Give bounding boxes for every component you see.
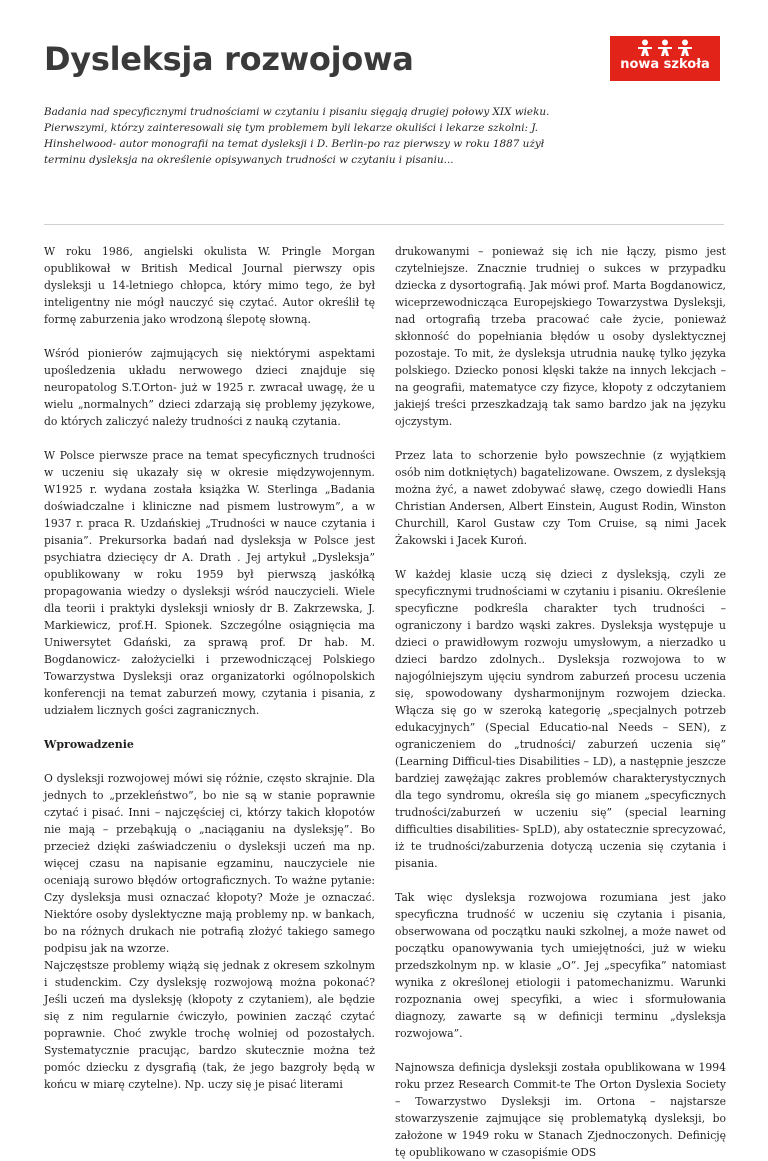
paragraph: Najczęstsze problemy wiążą się jednak z okresem szkolnym i studenckim. Czy dysleksję rozwojową można pokonać? Jeśli uczeń ma dysleksję (kłopoty z czytaniem), ale będzie się z nim regularnie ćwiczyło, powinien zacząć czytać poprawnie. Choć zwykle trochę wolniej od pozostałych. Systematycznie pracując, bardzo skutecznie można też pomóc dziecku z dysgrafią (tak, że jego bazgroły będą w końcu w miarę czytelne). Np. uczy się je pisać literami (44, 959, 375, 1091)
nowa-szkola-logo (610, 36, 720, 81)
page-title: Dysleksja rozwojowa (44, 40, 414, 78)
paragraph: W roku 1986, angielski okulista W. Pringle Morgan opublikował w British Medical Journal pierwszy opis dysleksji u 14-letniego chłopca, który mimo tego, że był inteligentny nie mógł nauczyć się czytać. Autor określił tę formę zaburzenia jako wrodzoną ślepotę słowną. (44, 245, 375, 326)
children-figures-icon (610, 39, 720, 57)
section-heading: Wprowadzenie (44, 738, 134, 751)
paragraph: W każdej klasie uczą się dzieci z dysleksją, czyli ze specyficznymi trudnościami w czytaniu i pisaniu. Określenie specyficzne podkreśla charakter tych trudności – ograniczony i bardzo wąski zakres. Dysleksja występuje u dzieci o prawidłowym rozwoju umysłowym, a nierzadko u dzieci bardzo zdolnych.. Dysleksja rozwojowa to w najogólniejszym ujęciu syndrom zaburzeń procesu uczenia się, spowodowany dysharmonijnym rozwojem dziecka. Włącza się go w szeroką kategorię „specjalnych potrzeb edukacyjnych” (Special Educatio-nal Needs – SEN), z ograniczeniem do „trudności/ zaburzeń uczenia się” (Learning Difficul-ties Disabilities – LD), a następnie jeszcze bardziej zawężając zakres problemów charakterystycznych dla tego syndromu, określa się go mianem „specyficznych trudności/zaburzeń w uczeniu się” (special learning difficulties disabilities- SpLD), aby ostatecznie sprecyzować, iż te trudności/zaburzenia dotyczą uczenia się czytania i pisania. (395, 568, 726, 870)
intro-paragraph: Badania nad specyficznymi trudnościami w czytaniu i pisaniu sięgają drugiej połowy XIX wieku. Pierwszymi, którzy zainteresowali się tym problemem byli lekarze okuliści i lekarze szkolni: J. Hinshelwood- autor monografii na temat dysleksji i D. Berlin-po raz pierwszy w roku 1887 użył terminu dysleksja na określenie opisywanych trudności w czytaniu i pisaniu... (44, 106, 550, 166)
logo-text: nowa szkoła (620, 57, 710, 72)
paragraph: Przez lata to schorzenie było powszechnie (z wyjątkiem osób nim dotkniętych) bagatelizowane. Owszem, z dysleksją można żyć, a nawet zdobywać sławę, czego dowiedli Hans Christian Andersen, Albert Einstein, August Rodin, Winston Churchill, Karol Gustaw czy Tom Cruise, są nimi Jacek Żakowski i Jacek Kuroń. (395, 449, 726, 547)
right-column (395, 243, 726, 1161)
paragraph: Tak więc dysleksja rozwojowa rozumiana jest jako specyficzna trudność w uczeniu się czytania i pisania, obserwowana od początku nauki szkolnej, a może nawet od początku opanowywania tych umiejętności, już w wieku przedszkolnym np. w klasie „O”. Jej „specyfika” natomiast wynika z określonej etiologii i patomechanizmu. Warunki rozpoznania owej specyfiki, a wiec i sformułowania diagnozy, zawarte są w definicji terminu „dysleksja rozwojowa”. (395, 891, 726, 1040)
section-divider (44, 224, 724, 225)
paragraph: Wśród pionierów zajmujących się niektórymi aspektami upośledzenia układu nerwowego dzieci znajduje się neuropatolog S.T.Orton- już w 1925 r. zwracał uwagę, że u wielu „normalnych” dzieci zdarzają się problemy językowe, do których zaliczyć należy trudności z nauką czytania. (44, 347, 375, 428)
paragraph: drukowanymi – ponieważ się ich nie łączy, pismo jest czytelniejsze. Znacznie trudniej o sukces w przypadku dziecka z dysortografią. Jak mówi prof. Marta Bogdanowicz, wiceprzewodnicząca Europejskiego Towarzystwa Dysleksji, nad ortografią trzeba pracować całe życie, ponieważ skłonność do popełniania błędów u osoby dyslektycznej pozostaje. To mit, że dysleksja utrudnia naukę tylko języka polskiego. Dziecko ponosi klęski także na innych lekcjach – na geografii, matematyce czy fizyce, kłopoty z odczytaniem jakiejś treści przeszkadzają tak samo bardzo jak na języku ojczystym. (395, 245, 726, 428)
paragraph: O dysleksji rozwojowej mówi się różnie, często skrajnie. Dla jednych to „przekleństwo”, bo nie są w stanie poprawnie czytać i pisać. Inni – najczęściej ci, którzy takich kłopotów nie mają – przebąkują o „naciąganiu na dysleksję”. Bo przecież dzięki zaświadczeniu o dysleksji uczeń ma np. więcej czasu na napisanie egzaminu, nauczyciele nie oceniają surowo błędów ortograficznych. To ważne pytanie: Czy dysleksja musi oznaczać kłopoty? Może je oznaczać. Niektóre osoby dyslektyczne mają problemy np. w bankach, bo na różnych drukach nie potrafią złożyć takiego samego podpisu jak na wzorze. (44, 772, 375, 955)
paragraph: Najnowsza definicja dysleksji została opublikowana w 1994 roku przez Research Commit-te The Orton Dyslexia Society – Towarzystwo Dysleksji im. Ortona – najstarsze stowarzyszenie zajmujące się problematyką dysleksji, bo założone w 1949 roku w Stanach Zjednoczonych. Definicję tę opublikowano w czasopiśmie ODS (395, 1061, 726, 1159)
paragraph: W Polsce pierwsze prace na temat specyficznych trudności w uczeniu się ukazały się w okresie międzywojennym. W1925 r. wydana została książka W. Sterlinga „Badania doświadczalne i kliniczne nad pismem lustrowym”, a w 1937 r. praca R. Uzdańskiej „Trudności w nauce czytania i pisania”. Prekursorka badań nad dysleksja w Polsce jest psychiatra dziecięcy dr A. Drath . Jej artykuł „Dysleksja” opublikowany w roku 1959 był pierwszą jaskółką propagowania wiedzy o dysleksji wśród nauczycieli. Wiele dla teorii i praktyki dysleksji wniosły dr B. Zakrzewska, J. Markiewicz, prof.H. Spionek. Szczególne osiągnięcia ma Uniwersytet Gdański, za sprawą prof. Dr hab. M. Bogdanowicz- założycielki i przewodniczącej Polskiego Towarzystwa Dysleksji oraz organizatorki ogólnopolskich konferencji na temat zaburzeń mowy, czytania i pisania, z udziałem licznych gości zagranicznych. (44, 449, 375, 717)
left-column (44, 243, 375, 1093)
